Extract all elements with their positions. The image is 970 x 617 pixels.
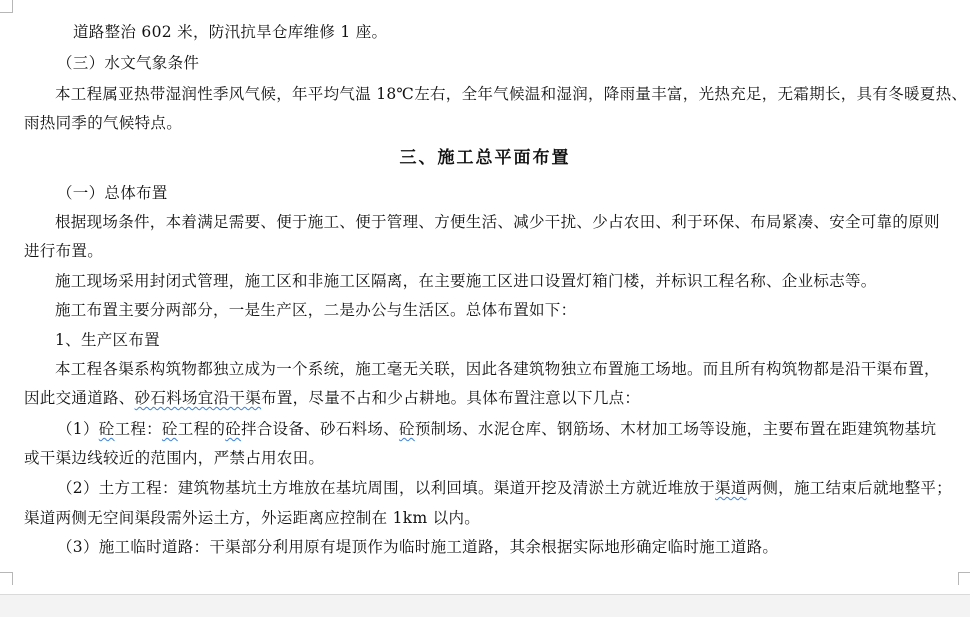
list-heading — [55, 329, 970, 351]
section-subheading — [57, 52, 970, 74]
list-item — [57, 477, 970, 499]
text-run: 或干渠边线较近的范围内，严禁占用农田。 — [24, 449, 325, 467]
paragraph-line — [24, 387, 954, 409]
paragraph-line — [55, 358, 970, 380]
paragraph-line — [73, 21, 970, 43]
text-run: 三、施工总平面布置 — [399, 148, 571, 168]
paragraph-line — [24, 112, 954, 134]
page-corner-mark-bottom-right — [958, 572, 970, 585]
text-run: 施工布置主要分两部分，一是生产区，二是办公与生活区。总体布置如下： — [55, 301, 577, 319]
paragraph-line — [55, 211, 970, 233]
text-run: 进行布置。 — [24, 242, 104, 260]
section-subheading — [57, 182, 970, 204]
page-corner-mark-bottom-left — [0, 572, 13, 585]
text-run: 工程的 — [177, 420, 226, 438]
spellcheck-marked-text: 砼 — [399, 420, 415, 438]
text-run: 工程： — [114, 420, 162, 438]
text-run: 两侧，施工结束后就地整平； — [746, 479, 952, 497]
spellcheck-marked-text: 渠道 — [714, 479, 747, 497]
text-run: 施工现场采用封闭式管理，施工区和非施工区隔离，在主要施工区进口设置灯箱门楼，并标识工程名称、企业标志等。 — [55, 272, 877, 290]
paragraph-line — [55, 83, 970, 105]
list-item — [57, 536, 970, 558]
text-run: （3）施工临时道路：干渠部分利用原有堤顶作为临时施工道路，其余根据实际地形确定临时施工道路。 — [57, 538, 779, 556]
text-run: 布置，尽量不占和少占耕地。具体布置注意以下几点： — [261, 389, 641, 407]
text-run: 本工程属亚热带湿润性季风气候，年平均气温 18℃左右，全年气候温和湿润，降雨量丰富，光热充足，无霜期长，具有冬暖夏热、 — [55, 85, 968, 103]
paragraph-line — [55, 270, 970, 292]
text-run: 1、生产区布置 — [55, 331, 160, 349]
spellcheck-marked-text: 砼 — [225, 420, 242, 438]
text-run: 渠道两侧无空间渠段需外运土方，外运距离应控制在 1km 以内。 — [24, 509, 481, 527]
text-run: 道路整治 602 米，防汛抗旱仓库维修 1 座。 — [73, 23, 388, 41]
spellcheck-marked-text: 砂石料场宜沿干渠 — [134, 389, 262, 407]
paragraph-line — [24, 447, 954, 469]
text-run: （一）总体布置 — [57, 184, 168, 202]
section-heading — [0, 143, 970, 168]
spellcheck-marked-text: 砼 — [98, 420, 115, 438]
spellcheck-marked-text: 砼 — [161, 420, 178, 438]
text-run: （三）水文气象条件 — [57, 54, 200, 72]
text-run: 预制场、水泥仓库、钢筋场、木材加工场等设施，主要布置在距建筑物基坑 — [414, 420, 937, 438]
paragraph-line — [55, 299, 970, 321]
paragraph-line — [24, 507, 954, 529]
text-run: 根据现场条件，本着满足需要、便于施工、便于管理、方便生活、减少干扰、少占农田、利于环保、布局紧凑、安全可靠的原则 — [55, 213, 940, 231]
text-run: 雨热同季的气候特点。 — [24, 114, 183, 132]
text-run: 本工程各渠系构筑物都独立成为一个系统，施工毫无关联，因此各建筑物独立布置施工场地。而且所有构筑物都是沿干渠布置， — [55, 360, 940, 378]
text-run: 拌合设备、砂石料场、 — [241, 420, 400, 438]
text-run: （2）土方工程：建筑物基坑土方堆放在基坑周围，以利回填。渠道开挖及清淤土方就近堆放于 — [57, 479, 715, 497]
list-item — [57, 418, 970, 440]
page-corner-mark-top-left — [0, 0, 13, 13]
text-run: 因此交通道路、 — [24, 389, 135, 407]
horizontal-scrollbar[interactable] — [0, 594, 970, 617]
paragraph-line — [24, 240, 954, 262]
text-run: （1） — [57, 420, 99, 438]
